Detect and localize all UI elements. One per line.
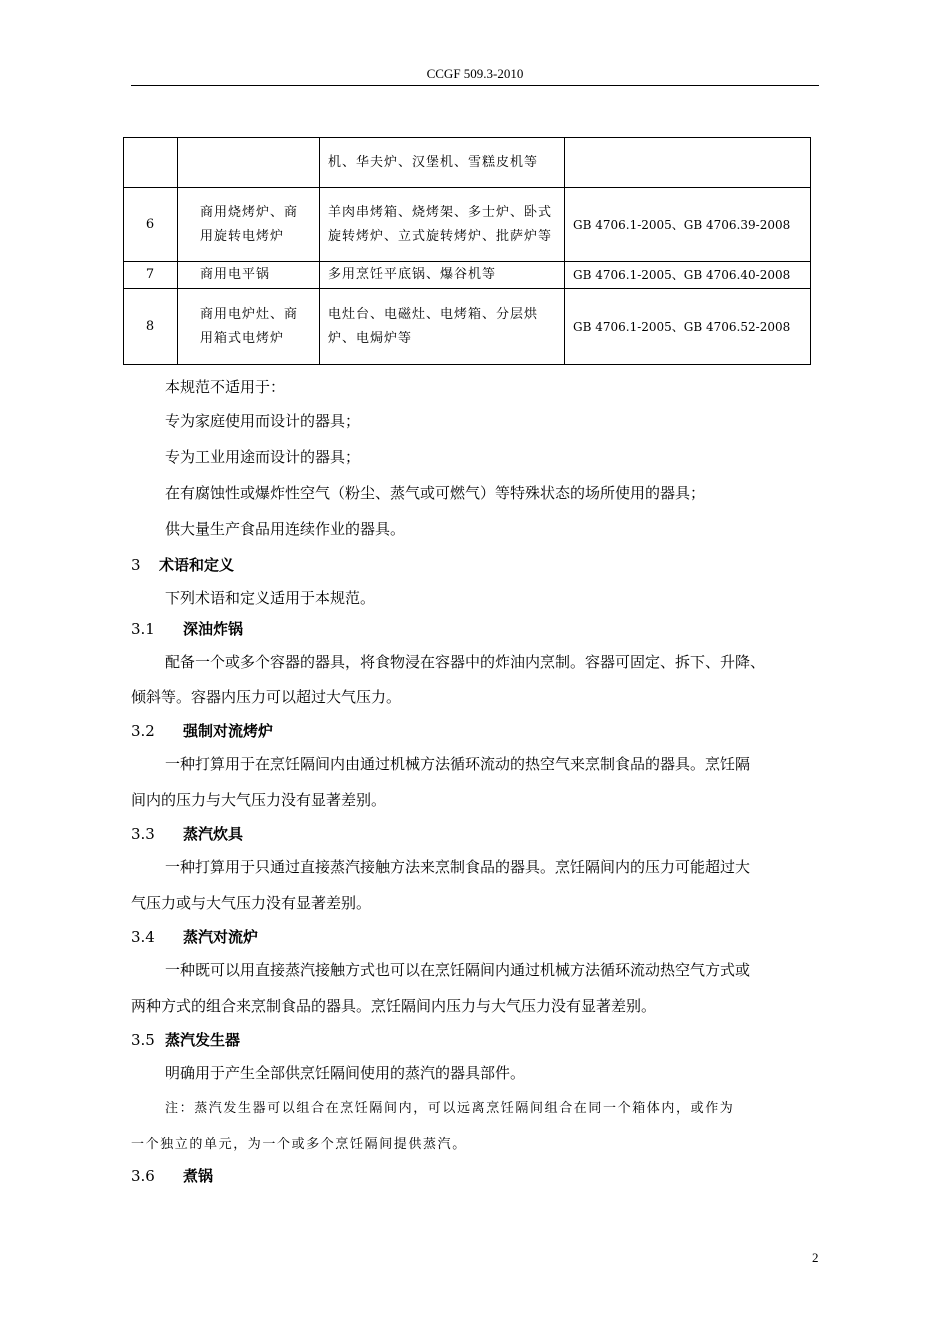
page-number: 2	[812, 1250, 819, 1265]
section-intro: 下列术语和定义适用于本规范。	[165, 589, 376, 607]
term-heading	[131, 1029, 240, 1050]
term-heading	[131, 618, 243, 639]
term-title: 蒸汽发生器	[165, 1031, 241, 1049]
term-title: 煮锅	[183, 1167, 214, 1185]
cell-standard: GB 4706.1-2005、GB 4706.39-2008	[565, 188, 811, 262]
term-definition: 一种打算用于在烹饪隔间内由通过机械方法循环流动的热空气来烹制食品的器具。烹饪隔	[165, 755, 751, 773]
term-number: 3.5	[131, 1031, 155, 1049]
cell-examples: 电灶台、电磁灶、电烤箱、分层烘炉、电焗炉等	[320, 289, 565, 365]
cell-standard: GB 4706.1-2005、GB 4706.52-2008	[565, 289, 811, 365]
term-note: 一个独立的单元，为一个或多个烹饪隔间提供蒸汽。	[131, 1137, 467, 1152]
table-row	[124, 262, 811, 289]
exclusion-item: 专为工业用途而设计的器具；	[165, 448, 361, 466]
term-number: 3.6	[131, 1167, 155, 1185]
term-definition: 间内的压力与大气压力没有显著差别。	[131, 791, 387, 809]
cell-no: 7	[124, 262, 178, 289]
product-standard-table	[123, 137, 811, 365]
cell-examples: 多用烹饪平底锅、爆谷机等	[320, 262, 565, 289]
cell-name: 商用烧烤炉、商用旋转电烤炉	[178, 188, 320, 262]
cell-name: 商用电平锅	[178, 262, 320, 289]
table-row	[124, 188, 811, 262]
table-row	[124, 138, 811, 188]
term-definition: 两种方式的组合来烹制食品的器具。烹饪隔间内压力与大气压力没有显著差别。	[131, 997, 657, 1015]
exclusion-item: 供大量生产食品用连续作业的器具。	[165, 520, 406, 538]
cell-no: 6	[124, 188, 178, 262]
table-row	[124, 289, 811, 365]
section-number: 3	[131, 556, 141, 574]
exclusion-intro: 本规范不适用于：	[165, 378, 286, 396]
cell-standard: GB 4706.1-2005、GB 4706.40-2008	[565, 262, 811, 289]
term-definition: 一种既可以用直接蒸汽接触方式也可以在烹饪隔间内通过机械方法循环流动热空气方式或	[165, 961, 751, 979]
running-header: CCGF 509.3-2010	[426, 66, 524, 81]
term-number: 3.4	[131, 928, 155, 946]
term-title: 蒸汽对流炉	[183, 928, 259, 946]
header-rule	[131, 85, 819, 86]
exclusion-item: 专为家庭使用而设计的器具；	[165, 412, 361, 430]
cell-name: 商用电炉灶、商用箱式电烤炉	[178, 289, 320, 365]
term-definition: 配备一个或多个容器的器具，将食物浸在容器中的炸油内烹制。容器可固定、拆下、升降、	[165, 653, 766, 671]
exclusion-item: 在有腐蚀性或爆炸性空气（粉尘、蒸气或可燃气）等特殊状态的场所使用的器具；	[165, 484, 706, 502]
term-title: 蒸汽炊具	[183, 825, 244, 843]
term-note: 注：蒸汽发生器可以组合在烹饪隔间内，可以远离烹饪隔间组合在同一个箱体内，或作为	[165, 1101, 735, 1116]
term-number: 3.2	[131, 722, 155, 740]
term-title: 深油炸锅	[183, 620, 244, 638]
cell-no	[124, 138, 178, 188]
term-heading	[131, 823, 243, 844]
term-heading	[131, 926, 258, 947]
term-definition: 一种打算用于只通过直接蒸汽接触方法来烹制食品的器具。烹饪隔间内的压力可能超过大	[165, 858, 751, 876]
term-definition: 气压力或与大气压力没有显著差别。	[131, 894, 372, 912]
term-number: 3.1	[131, 620, 155, 638]
cell-standard	[565, 138, 811, 188]
cell-name	[178, 138, 320, 188]
cell-examples: 羊肉串烤箱、烧烤架、多士炉、卧式旋转烤炉、立式旋转烤炉、批萨炉等	[320, 188, 565, 262]
section-heading	[131, 554, 234, 575]
cell-examples: 机、华夫炉、汉堡机、雪糕皮机等	[320, 138, 565, 188]
cell-no: 8	[124, 289, 178, 365]
term-definition: 明确用于产生全部供烹饪隔间使用的蒸汽的器具部件。	[165, 1064, 526, 1082]
term-heading	[131, 720, 273, 741]
term-definition: 倾斜等。容器内压力可以超过大气压力。	[131, 688, 402, 706]
term-title: 强制对流烤炉	[183, 722, 274, 740]
term-heading	[131, 1165, 213, 1186]
term-number: 3.3	[131, 825, 155, 843]
section-title: 术语和定义	[159, 556, 235, 574]
